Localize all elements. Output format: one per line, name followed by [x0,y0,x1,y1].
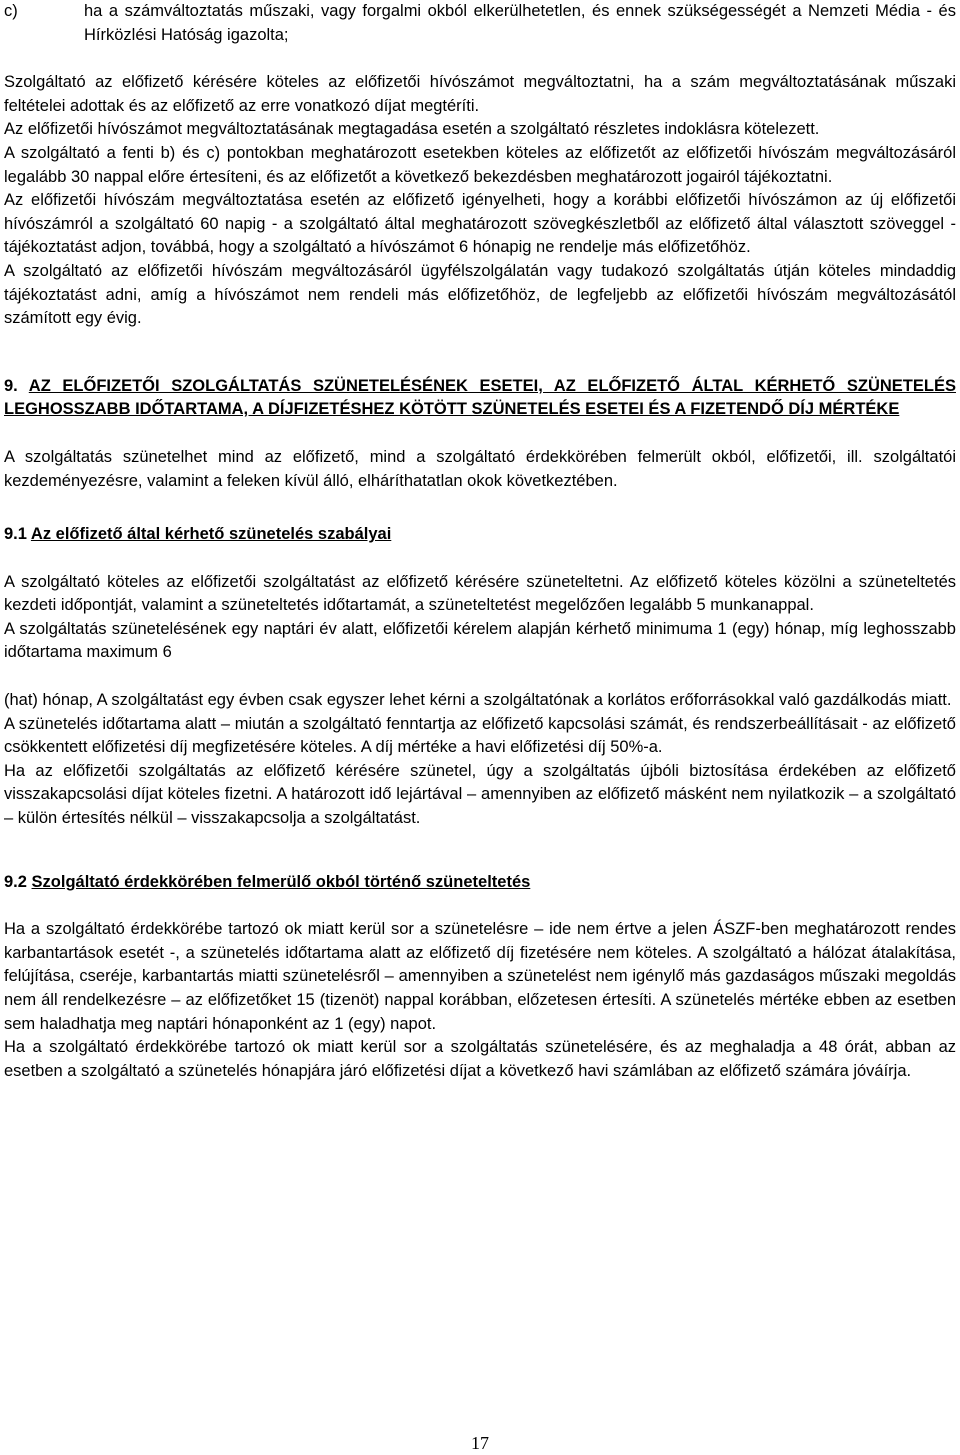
section-heading-9 [4,375,956,422]
paragraph: Szolgáltató az előfizető kérésére köteles az előfizetői hívószámot megváltoztatni, ha a szám megváltoztatásának műszaki feltételei adottak és az előfizető az erre vonatkozó díjat megtéríti. [4,73,956,115]
page-number: 17 [471,1433,489,1453]
paragraph: A szolgáltatás szünetelésének egy naptári év alatt, előfizetői kérelem alapján kérhető minimuma 1 (egy) hónap, míg leghosszabb időtartama maximum 6 [4,619,956,662]
paragraph: A szünetelés időtartama alatt – miután a szolgáltató fenntartja az előfizető kapcsolási számát, és rendszerbeállításait - az előfizető csökkentett előfizetési díj megfizetésére köteles. A díj mértéke a havi előfizetési díj 50%-a. [4,714,956,757]
list-item-text: ha a számváltoztatás műszaki, vagy forgalmi okból elkerülhetetlen, és ennek szükségességét a Nemzeti Média - és Hírközlési Hatóság igazolta; [84,2,956,44]
paragraph: A szolgáltató a fenti b) és c) pontokban meghatározott esetekben köteles az előfizetőt az előfizetői hívószám megváltozásáról legalább 30 nappal előre értesíteni, és az előfizetőt a következő bekezdésben meghatározott jogairól tájékoztatni. [4,143,956,186]
list-item-c [4,0,956,47]
paragraph: A szolgáltatás szünetelhet mind az előfizető, mind a szolgáltató érdekkörében felmerült okból, előfizetői, ill. szolgáltatói kezdeményezésre, valamint a feleken kívül álló, elháríthatatlan okok következtében. [4,447,956,490]
section-title: AZ ELŐFIZETŐI SZOLGÁLTATÁS SZÜNETELÉSÉNEK ESETEI, AZ ELŐFIZETŐ ÁLTAL KÉRHETŐ SZÜNETELÉS LEGHOSSZABB IDŐTARTAMA, A DÍJFIZETÉSHEZ KÖTÖTT SZÜNETELÉS ESETEI ÉS A FIZETENDŐ DÍJ MÉRTÉKE [4,376,956,419]
paragraph: A szolgáltató az előfizetői hívószám megváltozásáról ügyfélszolgálatán vagy tudakozó szolgáltatás útján köteles mindaddig tájékoztatást adni, amíg a hívószámot nem rendeli más előfizetőhöz, de legfeljebb az előfizetői hívószám megváltozásától számított egy évig. [4,261,956,328]
paragraph: Az előfizetői hívószám megváltoztatása esetén az előfizető igényelheti, hogy a korábbi előfizetői hívószámon az új előfizetői hívószámról a szolgáltató 60 napig - a szolgáltató által meghatározott szövegkészletből az előfizető által választott szöveggel - tájékoztatást adjon, továbbá, hogy a szolgáltató a hívószámot 6 hónapig ne rendelje más előfizetőhöz. [4,191,956,257]
list-marker: c) [4,2,18,20]
section-number: 9.2 [4,872,27,891]
paragraph: (hat) hónap, A szolgáltatást egy évben csak egyszer lehet kérni a szolgáltatónak a korlátos erőforrásokkal való gazdálkodás miatt. [4,691,952,710]
section-heading-9-2 [4,871,956,895]
paragraph: Ha az előfizetői szolgáltatás az előfizető kérésére szünetel, úgy a szolgáltatás újbóli biztosítása érdekében az előfizető visszakapcsolási díjat köteles fizetni. A határozott idő lejártával – amennyiben az előfizető másként nem nyilatkozik – a szolgáltató – külön értesítés nélkül – visszakapcsolja a szolgáltatást. [4,761,956,828]
paragraph: Ha a szolgáltató érdekkörébe tartozó ok miatt kerül sor a szolgáltatás szünetelésére, és az meghaladja a 48 órát, abban az esetben a szolgáltató a szünetelés hónapjára járó előfizetési díjat a következő havi számlában az előfizető számára jóváírja. [4,1038,956,1080]
paragraph: Az előfizetői hívószámot megváltoztatásának megtagadása esetén a szolgáltató részletes indoklásra kötelezett. [4,120,820,139]
section-title: Az előfizető által kérhető szünetelés szabályai [30,525,392,544]
section-heading-9-1 [4,523,956,547]
section-number: 9.1 [4,525,27,544]
section-title: Szolgáltató érdekkörében felmerülő okból történő szüneteltetés [31,872,531,891]
section-number: 9. [4,376,18,395]
page-content [4,0,956,1083]
paragraph: A szolgáltató köteles az előfizetői szolgáltatást az előfizető kérésére szüneteltetni. Az előfizető köteles közölni a szüneteltetés kezdeti időpontját, valamint a szüneteltetés időtartamát, a szüneteltetést megelőzően legalább 5 munkanappal. [4,572,956,615]
paragraph: Ha a szolgáltató érdekkörébe tartozó ok miatt kerül sor a szünetelésre – ide nem értve a jelen ÁSZF-ben meghatározott rendes karbantartások esetét -, a szünetelés időtartama alatt az előfizető díj fizetésére nem köteles. A szolgáltató a hálózat átalakítása, felújítása, cseréje, karbantartás miatti szünetelésről – amennyiben a szünetelést nem igénylő más gazdaságos műszaki megoldás nem áll rendelkezésre – az előfizetőket 15 (tizenöt) nappal korábban, előzetesen értesíti. A szünetelés mértéke ebben az esetben sem haladhatja meg naptári hónaponként az 1 (egy) napot. [4,920,956,1033]
